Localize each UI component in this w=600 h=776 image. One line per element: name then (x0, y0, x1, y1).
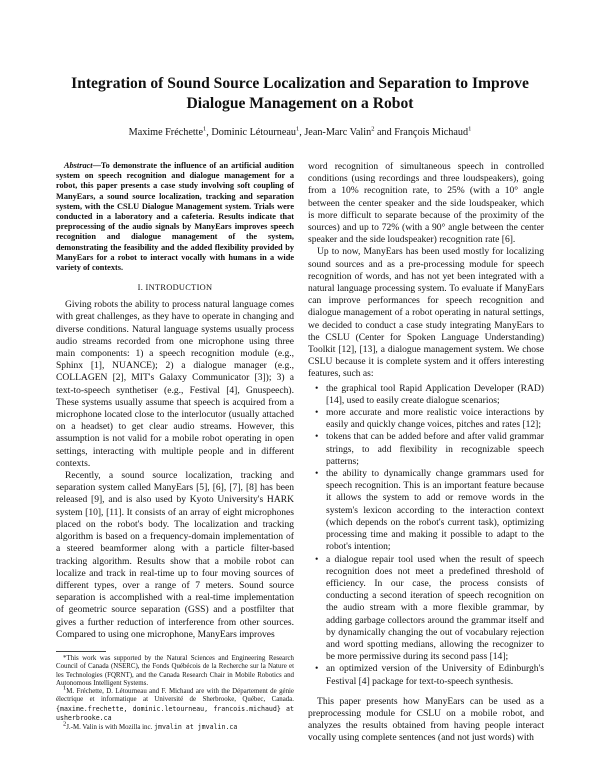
list-item-text: the ability to dynamically change grammars used for speech recognition. This is an important feature because it allows the system to add or remove words in the system's lexicon according to the interaction context (which depends on the robot's current task), optimizing processing time and making it possible to adapt to the robot's intention; (326, 468, 544, 553)
footnote-text: M. Fréchette, D. Létourneau and F. Michaud are with the Département de génie électrique et informatique at Université de Sherbrooke, Québec, Canada. (56, 688, 294, 704)
footnote-emails: {maxime.frechette, dominic.letourneau, francois.michaud} at usherbrooke.ca (56, 704, 294, 722)
intro-paragraph-4: This paper presents how ManyEars can be used as a preprocessing module for CSLU on a mobile robot, and analyzes the results obtained from having people interact vocally using complete sentences (and not just words) with (308, 695, 544, 744)
bullet-icon: • (315, 468, 319, 480)
list-item-text: the graphical tool Rapid Application Developer (RAD) [14], used to easily create dialogue scenarios; (326, 382, 544, 406)
footnote-rule (56, 651, 106, 652)
author-affiliation: 1 (295, 125, 300, 133)
footnote-affiliation-2 (56, 723, 294, 732)
author-name: Dominic Létourneau (211, 127, 296, 138)
bullet-icon: • (315, 663, 319, 675)
abstract-text: —To demonstrate the influence of an artificial audition system on speech recognition and dialogue management for a robot, this paper presents a case study involving soft coupling of ManyEars, a sound source localization, tracking and separation system, with the CSLU Dialogue Management system. Trials were conducted in a laboratory and a cafeteria. Results indicate that preprocessing of the audio signals by ManyEars improves speech recognition and dialogue management of the system, demonstrating the feasibility and the added flexibility provided by ManyEars for a robot to interact vocally with humans in a wide variety of contexts. (56, 161, 294, 273)
bullet-icon: • (315, 407, 319, 419)
section-heading-text: I. INTRODUCTION (137, 283, 213, 293)
author-list: Maxime Fréchette$^1$, Dominic Létourneau$^1$, Jean-Marc Valin$^2$ and François Michaud$^1$ (128, 125, 472, 138)
paper-title: Integration of Sound Source Localization and Separation to Improve Dialogue Management on a Robot (71, 75, 529, 112)
author-name: François Michaud (394, 127, 469, 138)
intro-paragraph-3: Up to now, ManyEars has been used mostly for localizing sound sources and as a pre-processing module for speech recognition of words, and has not yet been integrated with a natural language processing system. To evaluate if ManyEars can improve performances for speech recognition and dialogue management of a robot operating in natural settings, we decided to conduct a case study integrating ManyEars to the CSLU (Center for Spoken Language Understanding) Toolkit [12], [13], a dialogue management system. We chose CSLU because it is complete system and it offers interesting features, such as: (308, 246, 544, 380)
bullet-icon: • (315, 382, 319, 394)
bullet-icon: • (315, 553, 319, 565)
footnote-marker: 1 (63, 684, 67, 692)
list-item-text: an optimized version of the University of Edinburgh's Festival [4] package for text-to-speech synthesis. (326, 663, 544, 687)
footnote-marker: 2 (63, 721, 67, 728)
list-item (308, 663, 544, 687)
left-column (56, 161, 294, 733)
list-item-text: a dialogue repair tool used when the result of speech recognition does not meet a predefined threshold of efficiency. In our case, the process consists of conducting a second iteration of speech recognition on the audio stream with a more flexible grammar, by adding garbage collectors around the grammar itself and by dynamically changing the out of vocabulary rejection and word spotting medians, allowing the recognizer to be more permissive during its second pass [14]; (326, 553, 544, 663)
list-item (308, 554, 544, 664)
list-item (308, 383, 544, 407)
abstract (56, 161, 294, 273)
author-affiliation: 1 (468, 125, 472, 133)
bullet-icon: • (315, 431, 319, 443)
intro-paragraph-1: Giving robots the ability to process natural language comes with great challenges, as they have to operate in changing and diverse conditions. Natural language systems usually process audio streams recorded from one microphone using three main components: 1) a speech recognition module (e.g., Sphinx [1], NUANCE); 2) a dialogue manager (e.g., COLLAGEN [2], MIT's Galaxy Communicator [3]); 3) a text-to-speech synthetiser (e.g., Festival [4], Gnuspeech). These systems usually assume that speech is acquired from a microphone located close to the interlocutor (usually attached on a headset) to get clear audio streams. However, this assumption is not valid for a mobile robot operating in open settings, interacting with multiple people and in different contexts. (56, 299, 294, 469)
list-item (308, 468, 544, 553)
list-item (308, 431, 544, 468)
footnote-text: J.-M. Valin is with Mozilla inc. (66, 724, 153, 732)
author-affiliation: 2 (371, 125, 375, 133)
footnote-affiliation-1 (56, 684, 294, 723)
list-item (308, 407, 544, 431)
list-item-text: tokens that can be added before and after valid grammar strings, to add flexibility in recognizable speech patterns; (326, 431, 544, 467)
intro-paragraph-continued: word recognition of simultaneous speech in controlled conditions (using recordings and three loudspeakers), going from a 10% recognition rate, to 25% (with a 10° angle between the center speaker and the side loudspeaker, which is more difficult to separate because of the proximity of the sources) and up to 72% (with a 90° angle between the center speaker and the side loudspeaker) recognition rate [6]. (308, 161, 544, 246)
author-affiliation: 1 (203, 125, 207, 133)
footnote-emails: jmvalin at jmvalin.ca (154, 723, 238, 732)
intro-paragraph-2: Recently, a sound source localization, tracking and separation system called ManyEars [5], [6], [7], [8] has been released [9], and is also used by Kyoto University's HARK system [10], [11]. It consists of an array of eight microphones placed on the robot's body. The localization and tracking algorithm is based on a frequency-domain implementation of a steered beamformer along with a particle filter-based tracking algorithm. Results show that a mobile robot can localize and track in real-time up to four moving sources of different types, over a range of 7 meters. Sound source separation is accomplished with a real-time implementation of geometric source separation (GSS) and a postfilter that gives a further reduction of interference from other sources. Compared to using one microphone, ManyEars improves (56, 470, 294, 640)
author-name: Jean-Marc Valin (304, 127, 372, 138)
author-name: Maxime Fréchette (128, 127, 204, 138)
list-item-text: more accurate and more realistic voice interactions by easily and quickly change voices, pitches and rates [12]; (326, 407, 544, 431)
feature-list (308, 383, 544, 688)
right-column (308, 161, 544, 745)
abstract-label: Abstract (64, 161, 93, 170)
section-heading-introduction (56, 282, 294, 293)
footnote-funding: *This work was supported by the Natural Sciences and Engineering Research Council of Canada (NSERC), the Fonds Québécois de la Recherche sur la Nature et les Technologies (FQRNT), and the Canada Research Chair in Mobile Robotics and Autonomous Intelligent Systems. (56, 654, 294, 687)
